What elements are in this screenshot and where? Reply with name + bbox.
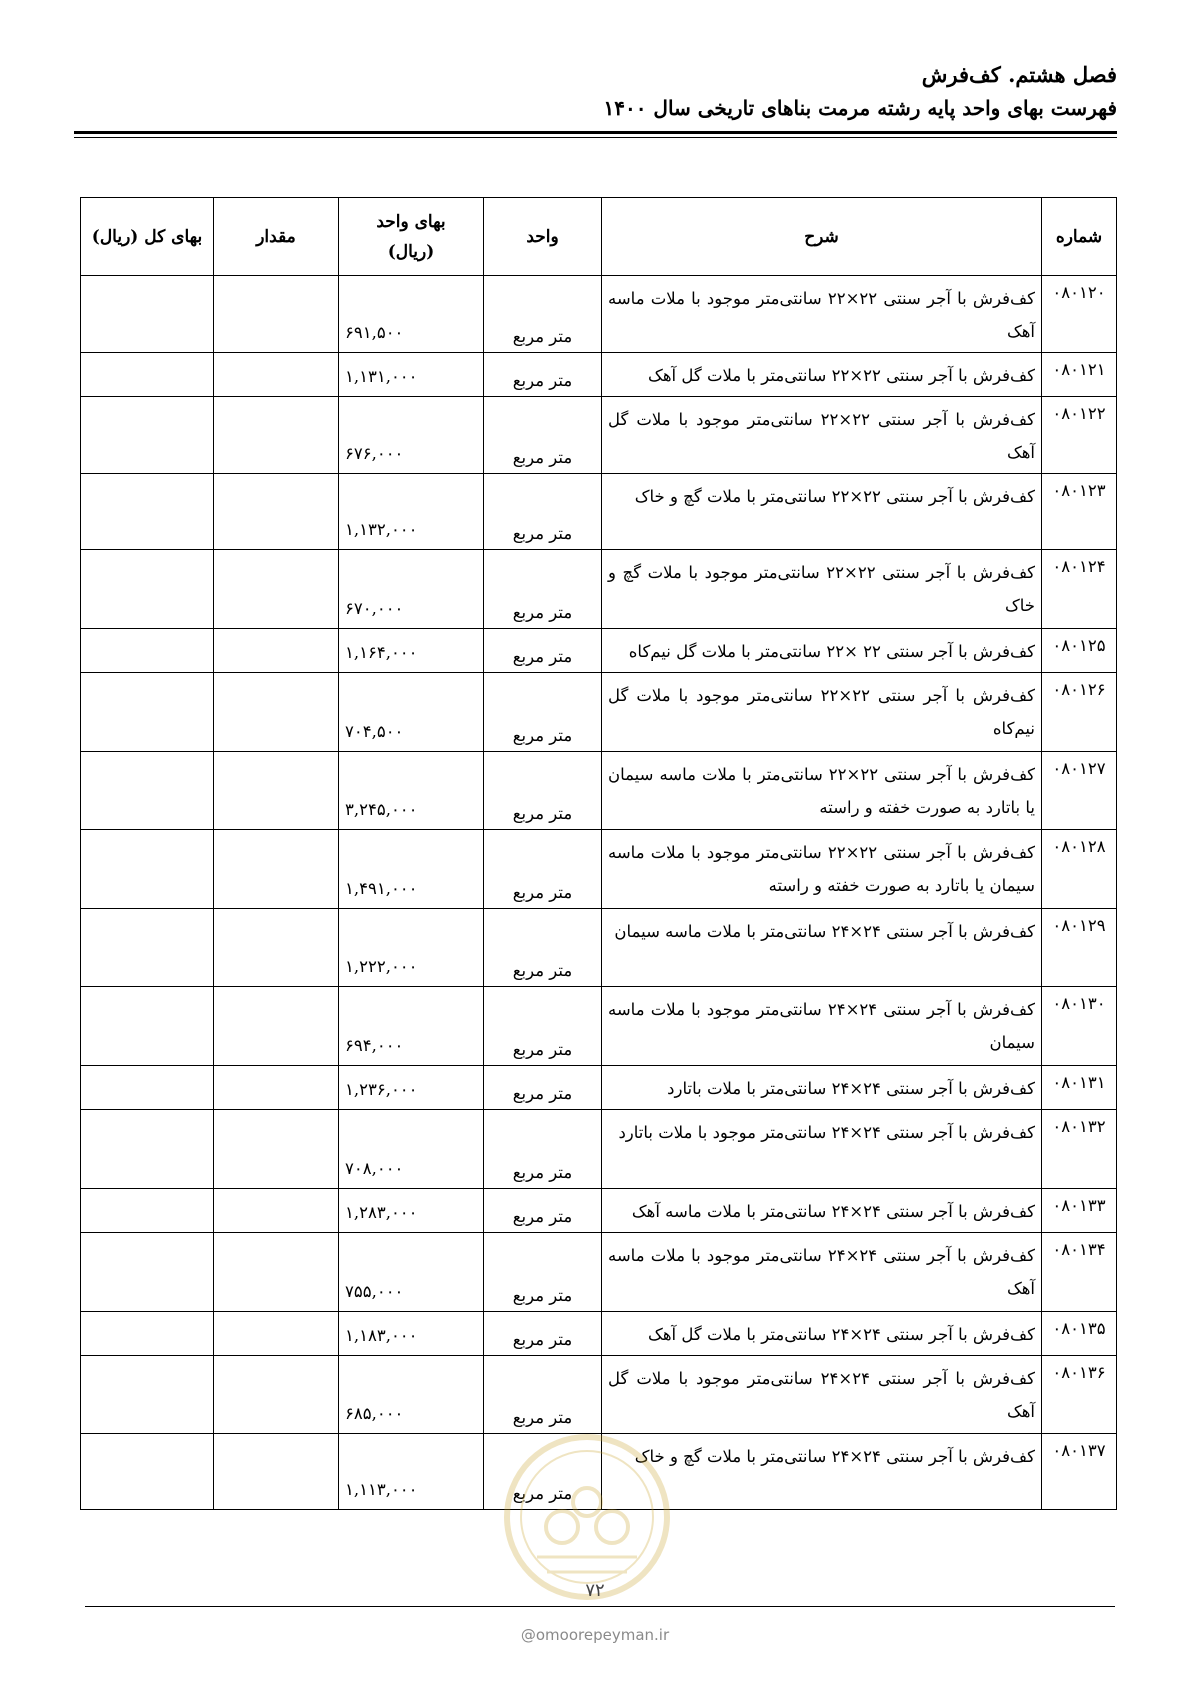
table-row	[81, 1066, 1117, 1110]
item-total-price	[81, 1434, 214, 1510]
item-unit-price: ۶۸۵,۰۰۰	[339, 1356, 484, 1434]
item-number: ۰۸۰۱۲۳	[1042, 474, 1117, 550]
item-number: ۰۸۰۱۳۰	[1042, 987, 1117, 1066]
table-row	[81, 673, 1117, 752]
item-number: ۰۸۰۱۲۰	[1042, 276, 1117, 353]
item-unit: متر مربع	[484, 1312, 602, 1356]
item-unit-price: ۱,۱۳۲,۰۰۰	[339, 474, 484, 550]
item-total-price	[81, 1110, 214, 1189]
item-unit: متر مربع	[484, 1434, 602, 1510]
item-quantity	[214, 752, 339, 830]
item-unit: متر مربع	[484, 474, 602, 550]
item-total-price	[81, 1356, 214, 1434]
item-description: کف‌فرش با آجر سنتی ۲۲×۲۲ سانتی‌متر با ملات ماسه سیمان یا باتارد به صورت خفته و راسته	[602, 752, 1042, 830]
item-unit: متر مربع	[484, 1356, 602, 1434]
item-quantity	[214, 550, 339, 629]
page-header	[77, 58, 1117, 124]
table-row	[81, 830, 1117, 909]
item-description: کف‌فرش با آجر سنتی ۲۲×۲۲ سانتی‌متر با ملات گل آهک	[602, 353, 1042, 397]
item-unit: متر مربع	[484, 1189, 602, 1233]
item-quantity	[214, 909, 339, 987]
item-unit-price: ۱,۱۸۳,۰۰۰	[339, 1312, 484, 1356]
item-number: ۰۸۰۱۲۸	[1042, 830, 1117, 909]
item-unit: متر مربع	[484, 397, 602, 474]
table-row	[81, 1189, 1117, 1233]
table-row	[81, 629, 1117, 673]
item-total-price	[81, 1189, 214, 1233]
website-url: @omoorepeyman.ir	[520, 1626, 670, 1644]
item-number: ۰۸۰۱۲۶	[1042, 673, 1117, 752]
item-quantity	[214, 397, 339, 474]
item-description: کف‌فرش با آجر سنتی ۲۴×۲۴ سانتی‌متر با ملات ماسه سیمان	[602, 909, 1042, 987]
table-row	[81, 1312, 1117, 1356]
item-unit-price: ۷۵۵,۰۰۰	[339, 1233, 484, 1312]
item-quantity	[214, 353, 339, 397]
item-unit: متر مربع	[484, 276, 602, 353]
item-description: کف‌فرش با آجر سنتی ۲۲×۲۲ سانتی‌متر موجود با ملات گچ و خاک	[602, 550, 1042, 629]
item-number: ۰۸۰۱۳۶	[1042, 1356, 1117, 1434]
item-description: کف‌فرش با آجر سنتی ۲۴×۲۴ سانتی‌متر با ملات باتارد	[602, 1066, 1042, 1110]
item-unit-price: ۱,۲۸۳,۰۰۰	[339, 1189, 484, 1233]
item-quantity	[214, 1110, 339, 1189]
table-row	[81, 909, 1117, 987]
item-quantity	[214, 1066, 339, 1110]
column-header-total-price: بهای کل (ریال)	[81, 198, 214, 276]
document-subtitle: فهرست بهای واحد پایه رشته مرمت بناهای تاریخی سال ۱۴۰۰	[603, 96, 1117, 120]
item-total-price	[81, 629, 214, 673]
table-row	[81, 1110, 1117, 1189]
item-total-price	[81, 909, 214, 987]
item-unit: متر مربع	[484, 550, 602, 629]
item-unit-price: ۶۷۶,۰۰۰	[339, 397, 484, 474]
item-total-price	[81, 752, 214, 830]
item-number: ۰۸۰۱۳۲	[1042, 1110, 1117, 1189]
item-unit: متر مربع	[484, 629, 602, 673]
item-total-price	[81, 1066, 214, 1110]
item-quantity	[214, 474, 339, 550]
column-header-unit-price	[339, 198, 484, 276]
unit-price-header-line1: بهای واحد	[376, 211, 446, 232]
table-row	[81, 276, 1117, 353]
column-header-number: شماره	[1042, 198, 1117, 276]
item-total-price	[81, 474, 214, 550]
item-total-price	[81, 353, 214, 397]
table-row	[81, 987, 1117, 1066]
item-number: ۰۸۰۱۲۴	[1042, 550, 1117, 629]
item-description: کف‌فرش با آجر سنتی ۲۴×۲۴ سانتی‌متر با ملات گچ و خاک	[602, 1434, 1042, 1510]
item-total-price	[81, 397, 214, 474]
item-total-price	[81, 673, 214, 752]
item-unit: متر مربع	[484, 752, 602, 830]
item-unit: متر مربع	[484, 1110, 602, 1189]
column-header-description: شرح	[602, 198, 1042, 276]
item-unit: متر مربع	[484, 987, 602, 1066]
item-unit-price: ۱,۴۹۱,۰۰۰	[339, 830, 484, 909]
item-quantity	[214, 987, 339, 1066]
item-quantity	[214, 629, 339, 673]
item-description: کف‌فرش با آجر سنتی ۲۴×۲۴ سانتی‌متر موجود با ملات باتارد	[602, 1110, 1042, 1189]
header-rule-thin	[74, 137, 1117, 138]
item-description: کف‌فرش با آجر سنتی ۲۴×۲۴ سانتی‌متر موجود با ملات گل آهک	[602, 1356, 1042, 1434]
item-number: ۰۸۰۱۳۱	[1042, 1066, 1117, 1110]
item-description: کف‌فرش با آجر سنتی ۲۴×۲۴ سانتی‌متر با ملات گل آهک	[602, 1312, 1042, 1356]
item-total-price	[81, 550, 214, 629]
table-row	[81, 1356, 1117, 1434]
item-number: ۰۸۰۱۳۴	[1042, 1233, 1117, 1312]
item-quantity	[214, 1233, 339, 1312]
table-row	[81, 474, 1117, 550]
column-header-unit: واحد	[484, 198, 602, 276]
item-number: ۰۸۰۱۳۷	[1042, 1434, 1117, 1510]
header-rule-thick	[74, 131, 1117, 134]
item-total-price	[81, 276, 214, 353]
table-header-row	[81, 198, 1117, 276]
item-description: کف‌فرش با آجر سنتی ۲۴×۲۴ سانتی‌متر با ملات ماسه آهک	[602, 1189, 1042, 1233]
item-unit: متر مربع	[484, 830, 602, 909]
item-unit-price: ۳,۲۴۵,۰۰۰	[339, 752, 484, 830]
item-total-price	[81, 830, 214, 909]
item-description: کف‌فرش با آجر سنتی ۲۲×۲۲ سانتی‌متر موجود با ملات گل نیم‌کاه	[602, 673, 1042, 752]
item-unit-price: ۶۹۱,۵۰۰	[339, 276, 484, 353]
item-quantity	[214, 830, 339, 909]
column-header-quantity: مقدار	[214, 198, 339, 276]
table-row	[81, 752, 1117, 830]
item-unit: متر مربع	[484, 1066, 602, 1110]
page-number: ۷۲	[585, 1580, 605, 1601]
item-unit-price: ۱,۱۶۴,۰۰۰	[339, 629, 484, 673]
table-row	[81, 1233, 1117, 1312]
table-row	[81, 397, 1117, 474]
chapter-title: فصل هشتم. کف‌فرش	[921, 62, 1117, 87]
item-number: ۰۸۰۱۳۵	[1042, 1312, 1117, 1356]
item-description: کف‌فرش با آجر سنتی ۲۲×۲۲ سانتی‌متر با ملات گچ و خاک	[602, 474, 1042, 550]
item-unit: متر مربع	[484, 1233, 602, 1312]
item-number: ۰۸۰۱۲۷	[1042, 752, 1117, 830]
seal-watermark-icon	[502, 1432, 672, 1602]
item-unit-price: ۷۰۴,۵۰۰	[339, 673, 484, 752]
item-description: کف‌فرش با آجر سنتی ۲۴×۲۴ سانتی‌متر موجود با ملات ماسه آهک	[602, 1233, 1042, 1312]
item-total-price	[81, 1233, 214, 1312]
item-quantity	[214, 673, 339, 752]
item-unit-price: ۱,۲۳۶,۰۰۰	[339, 1066, 484, 1110]
footer-rule	[85, 1606, 1115, 1607]
item-unit-price: ۷۰۸,۰۰۰	[339, 1110, 484, 1189]
item-quantity	[214, 276, 339, 353]
item-quantity	[214, 1189, 339, 1233]
item-number: ۰۸۰۱۲۵	[1042, 629, 1117, 673]
item-number: ۰۸۰۱۲۲	[1042, 397, 1117, 474]
item-total-price	[81, 987, 214, 1066]
item-description: کف‌فرش با آجر سنتی ۲۲×۲۲ سانتی‌متر موجود با ملات ماسه سیمان یا باتارد به صورت خفته و راسته	[602, 830, 1042, 909]
item-unit: متر مربع	[484, 909, 602, 987]
item-number: ۰۸۰۱۳۳	[1042, 1189, 1117, 1233]
item-quantity	[214, 1356, 339, 1434]
item-description: کف‌فرش با آجر سنتی ۲۴×۲۴ سانتی‌متر موجود با ملات ماسه سیمان	[602, 987, 1042, 1066]
item-description: کف‌فرش با آجر سنتی ۲۲×۲۲ سانتی‌متر موجود با ملات ماسه آهک	[602, 276, 1042, 353]
item-number: ۰۸۰۱۲۱	[1042, 353, 1117, 397]
item-unit: متر مربع	[484, 353, 602, 397]
item-description: کف‌فرش با آجر سنتی ۲۲×۲۲ سانتی‌متر موجود با ملات گل آهک	[602, 397, 1042, 474]
table-row	[81, 353, 1117, 397]
item-unit-price: ۶۷۰,۰۰۰	[339, 550, 484, 629]
item-number: ۰۸۰۱۲۹	[1042, 909, 1117, 987]
item-description: کف‌فرش با آجر سنتی ۲۲ ×۲۲ سانتی‌متر با ملات گل نیم‌کاه	[602, 629, 1042, 673]
table-row	[81, 550, 1117, 629]
item-total-price	[81, 1312, 214, 1356]
item-unit-price: ۱,۲۲۲,۰۰۰	[339, 909, 484, 987]
item-unit-price: ۱,۱۱۳,۰۰۰	[339, 1434, 484, 1510]
item-unit: متر مربع	[484, 673, 602, 752]
item-unit-price: ۶۹۴,۰۰۰	[339, 987, 484, 1066]
table-body	[81, 276, 1117, 1510]
item-unit-price: ۱,۱۳۱,۰۰۰	[339, 353, 484, 397]
price-list-table	[80, 197, 1117, 1510]
unit-price-header-line2: (ریال)	[387, 241, 435, 262]
item-quantity	[214, 1312, 339, 1356]
item-quantity	[214, 1434, 339, 1510]
